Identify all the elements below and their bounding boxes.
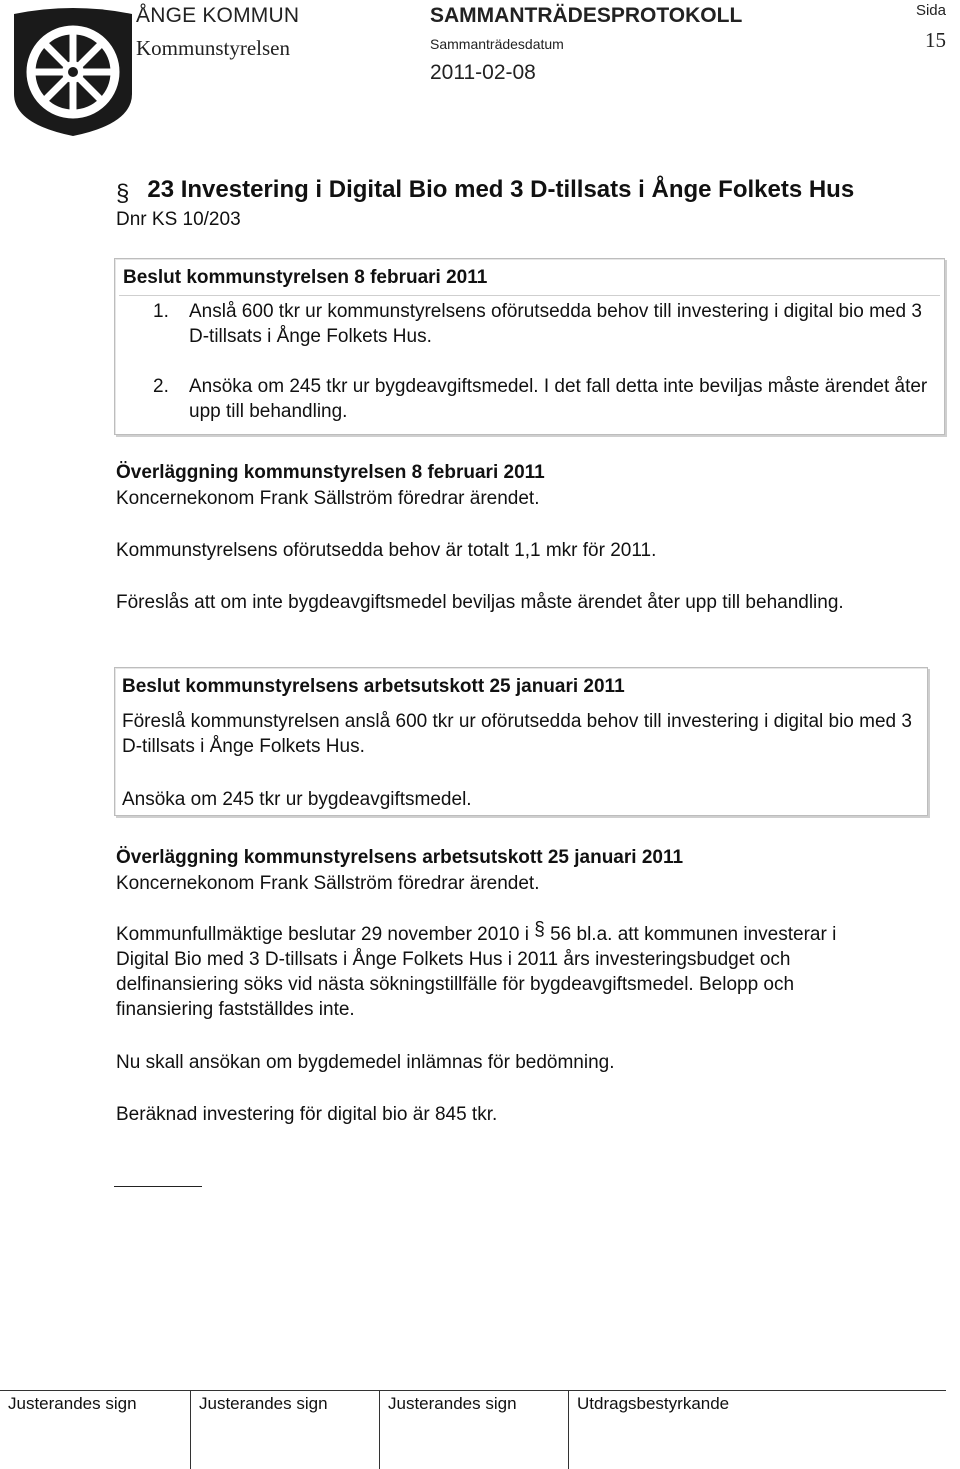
certification-field-label: Utdragsbestyrkande — [577, 1394, 730, 1413]
board-decision-box — [114, 258, 945, 435]
list-item-text: Anslå 600 tkr ur kommunstyrelsens oförutsedda behov till investering i digital bio med 3 D-tillsats i Ånge Folkets Hus. — [189, 301, 922, 347]
document-type: SAMMANTRÄDESPROTOKOLL — [430, 4, 743, 27]
meeting-date: 2011-02-08 — [430, 61, 536, 84]
board-decision-list — [115, 299, 935, 424]
list-item — [115, 374, 935, 424]
department-name: Kommunstyrelsen — [136, 36, 290, 60]
committee-decision-text: Ansöka om 245 tkr ur bygdeavgiftsmedel. — [122, 789, 472, 810]
committee-decision-text: Föreslå kommunstyrelsen anslå 600 tkr ur oförutsedda behov till investering i digital bio med 3 D-tillsats i Ånge Folkets Hus. — [122, 711, 912, 757]
board-deliberation-line: Kommunstyrelsens oförutsedda behov är totalt 1,1 mkr för 2011. — [116, 540, 657, 561]
list-item-number: 2. — [153, 376, 169, 397]
committee-deliberation-line: Nu skall ansökan om bygdemedel inlämnas för bedömning. — [116, 1052, 615, 1073]
signature-field-label: Justerandes sign — [8, 1394, 137, 1413]
list-item — [115, 299, 935, 349]
paragraph-sign: § — [116, 180, 130, 207]
list-item-text: Ansöka om 245 tkr ur bygdeavgiftsmedel. I det fall detta inte beviljas måste ärendet åter upp till behandling. — [189, 376, 928, 422]
board-deliberation-line: Koncernekonom Frank Sällström föredrar ärendet. — [116, 488, 540, 509]
page-number: 15 — [925, 28, 946, 52]
committee-deliberation-paragraph — [116, 919, 846, 1022]
committee-deliberation-heading: Överläggning kommunstyrelsens arbetsutskott 25 januari 2011 — [116, 847, 684, 868]
divider — [119, 295, 940, 296]
committee-deliberation-line: Koncernekonom Frank Sällström föredrar ärendet. — [116, 873, 540, 894]
item-title-text: 23 Investering i Digital Bio med 3 D-tillsats i Ånge Folkets Hus — [147, 176, 855, 203]
footnote-separator — [114, 1186, 202, 1187]
committee-deliberation-line: Beräknad investering för digital bio är 845 tkr. — [116, 1104, 498, 1125]
meeting-date-label: Sammanträdesdatum — [430, 36, 564, 52]
signature-field — [380, 1391, 569, 1469]
board-decision-heading: Beslut kommunstyrelsen 8 februari 2011 — [123, 267, 488, 288]
signature-field — [191, 1391, 380, 1469]
paragraph-sign: § — [534, 919, 545, 940]
signature-field-label: Justerandes sign — [199, 1394, 328, 1413]
committee-decision-heading: Beslut kommunstyrelsens arbetsutskott 25 januari 2011 — [122, 676, 625, 697]
page-label: Sida — [915, 2, 946, 19]
board-deliberation-heading: Överläggning kommunstyrelsen 8 februari 2011 — [116, 462, 545, 483]
paragraph-text: Kommunfullmäktige beslutar 29 november 2010 i — [116, 924, 535, 945]
organization-name: ÅNGE KOMMUN — [136, 4, 300, 27]
paragraph-text: 56 bl.a. att kommunen investerar i Digital Bio med 3 D-tillsats i Ånge Folkets Hus i 2011 års investeringsbudget och delfinansiering söks vid nästa sökningstillfälle för bygdeavgiftsmedel. Belopp och finansiering fastställdes inte. — [116, 924, 837, 1020]
committee-decision-box — [114, 667, 928, 816]
case-number: Dnr KS 10/203 — [116, 209, 241, 230]
municipal-logo — [8, 6, 138, 138]
signature-field-label: Justerandes sign — [388, 1394, 517, 1413]
signature-field — [0, 1391, 191, 1469]
item-title — [116, 176, 855, 207]
board-deliberation-line: Föreslås att om inte bygdeavgiftsmedel beviljas måste ärendet åter upp till behandling. — [116, 592, 844, 613]
certification-field — [569, 1391, 946, 1469]
list-item-number: 1. — [153, 301, 169, 322]
